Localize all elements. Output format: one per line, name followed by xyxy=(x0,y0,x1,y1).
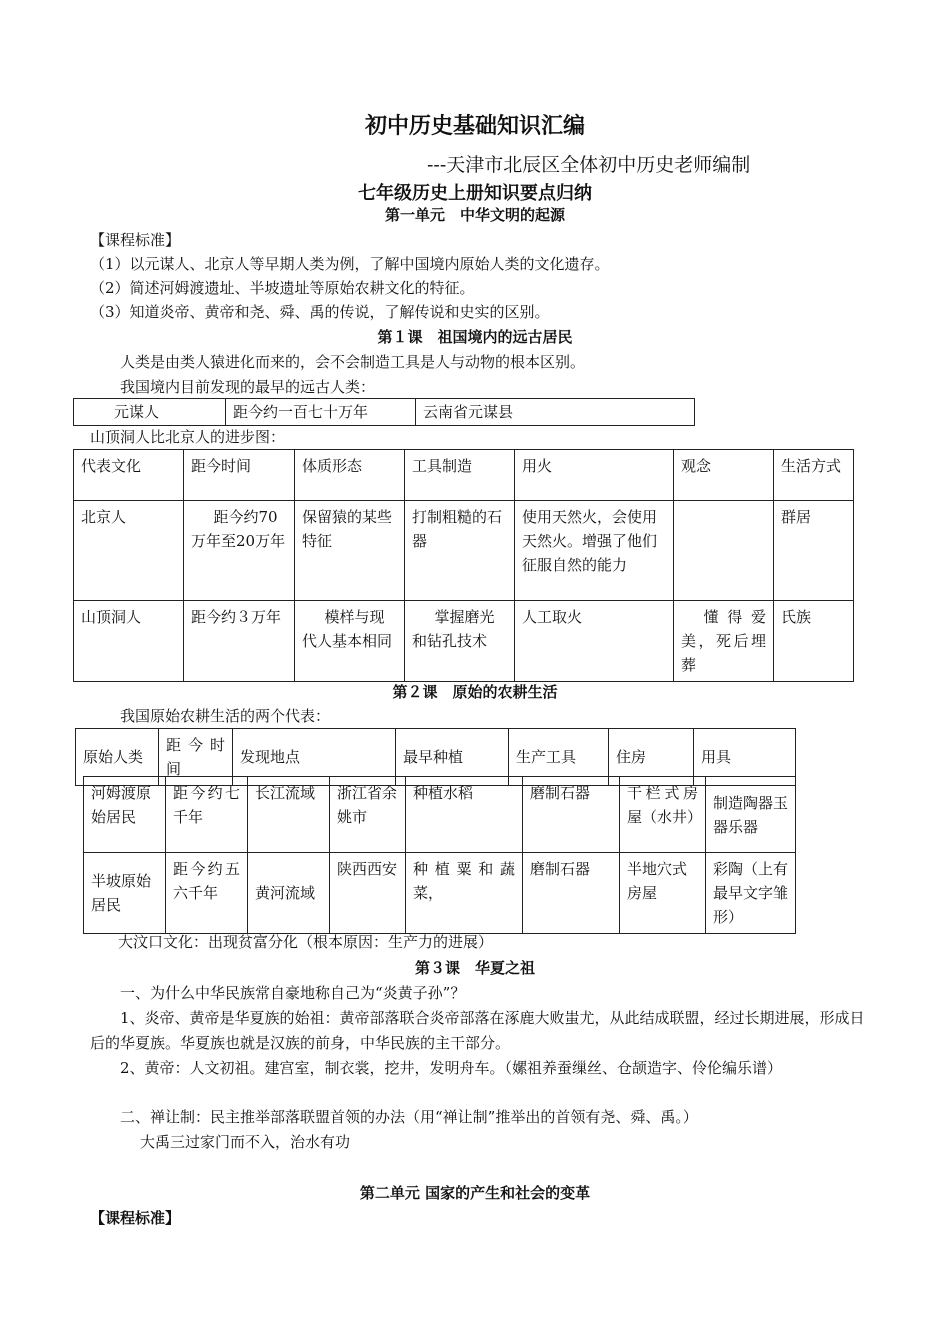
table-cell xyxy=(674,501,774,601)
table-row xyxy=(74,399,695,426)
column-header: 生活方式 xyxy=(774,450,854,501)
lesson3-paragraph-2: 2、黄帝：人文初祖。建宫室，制衣裳，挖井，发明舟车。（嫘祖养蚕缫丝、仓颉造字、伶伦编乐谱） xyxy=(120,1059,783,1077)
lesson2-intro: 我国原始农耕生活的两个代表： xyxy=(120,707,331,725)
lesson1-heading: 第１课 祖国境内的远古居民 xyxy=(377,328,573,346)
unit2-standards-label: 【课程标准】 xyxy=(90,1209,181,1227)
lesson3-paragraph-1: 1、炎帝、黄帝是华夏族的始祖：黄帝部落联合炎帝部落在涿鹿大败蚩尤，从此结成联盟，经过长期进展，形成日后的华夏族。华夏族也就是汉族的前身，中华民族的主干部分。 xyxy=(90,1009,865,1052)
table-cell: 陕西西安 xyxy=(330,853,406,934)
column-header: 代表文化 xyxy=(74,450,184,501)
column-header: 住房 xyxy=(609,729,694,786)
table-cell: 浙江省余姚市 xyxy=(330,777,406,853)
column-header: 发现地点 xyxy=(233,729,396,786)
table-cell: 人工取火 xyxy=(515,601,674,682)
table-cell: 半坡原始居民 xyxy=(84,853,166,934)
table-cell: 掌握磨光和钻孔技术 xyxy=(405,601,515,682)
lesson3-question-2: 二、禅让制：民主推举部落联盟首领的办法（用“禅让制”推举出的首领有尧、舜、禹。） xyxy=(120,1108,698,1126)
lesson1-para2: 我国境内目前发现的最早的远古人类： xyxy=(120,378,376,396)
unit1-standard-1: （1）以元谋人、北京人等早期人类为例，了解中国境内原始人类的文化遗存。 xyxy=(90,255,610,273)
table-cell: 云南省元谋县 xyxy=(416,399,695,426)
unit1-standard-2: （2）简述河姆渡遗址、半坡遗址等原始农耕文化的特征。 xyxy=(90,279,475,297)
column-header: 体质形态 xyxy=(295,450,405,501)
column-header: 用火 xyxy=(515,450,674,501)
document-title: 初中历史基础知识汇编 xyxy=(364,113,585,139)
table-cell: 长江流域 xyxy=(248,777,330,853)
table-cell: 磨制石器 xyxy=(523,777,620,853)
table-cell: 使用天然火，会使用天然火。增强了他们征服自然的能力 xyxy=(515,501,674,601)
table-cell: 打制粗糙的石器 xyxy=(405,501,515,601)
table-cell: 山顶洞人 xyxy=(74,601,184,682)
document-subtitle: 七年级历史上册知识要点归纳 xyxy=(358,183,592,204)
column-header: 最早种植 xyxy=(396,729,509,786)
table-cell: 制造陶器玉器乐器 xyxy=(706,777,796,853)
table-cell: 距今约五六千年 xyxy=(166,853,248,934)
table-cell: 距今约七千年 xyxy=(166,777,248,853)
table-cell: 模样与现代人基本相同 xyxy=(295,601,405,682)
unit2-heading: 第二单元 国家的产生和社会的变革 xyxy=(359,1184,591,1202)
document-author: ---天津市北辰区全体初中历史老师编制 xyxy=(427,154,751,176)
column-header: 距今时间 xyxy=(184,450,295,501)
lesson2-heading: 第２课 原始的农耕生活 xyxy=(392,683,558,701)
table-row xyxy=(74,501,854,601)
table-cell: 氏族 xyxy=(774,601,854,682)
table-cell: 黄河流域 xyxy=(248,853,330,934)
table-cell: 种植粟和蔬菜， xyxy=(406,853,523,934)
dawenkou-note: 大汶口文化：出现贫富分化（根本原因：生产力的进展） xyxy=(118,933,494,951)
table-row xyxy=(74,601,854,682)
table-cell: 距今约３万年 xyxy=(184,601,295,682)
table-cell: 距今约一百七十万年 xyxy=(226,399,416,426)
table-cell: 彩陶（上有最早文字雏形） xyxy=(706,853,796,934)
column-header: 观念 xyxy=(674,450,774,501)
table-cell: 半地穴式房屋 xyxy=(620,853,706,934)
farming-table xyxy=(83,776,796,934)
table-cell: 磨制石器 xyxy=(523,853,620,934)
table-cell: 懂得爱美，死后埋葬 xyxy=(674,601,774,682)
table-header-row xyxy=(74,450,854,501)
table-cell: 群居 xyxy=(774,501,854,601)
table-cell: 距今约70万年至20万年 xyxy=(184,501,295,601)
table-cell: 种植水稻 xyxy=(406,777,523,853)
unit1-heading: 第一单元 中华文明的起源 xyxy=(384,206,565,224)
column-header: 距今时间 xyxy=(159,729,233,786)
compare-table xyxy=(73,449,854,682)
lesson3-heading: 第３课 华夏之祖 xyxy=(414,959,535,977)
lesson1-para1: 人类是由类人猿进化而来的，会不会制造工具是人与动物的根本区别。 xyxy=(120,353,586,371)
unit1-standard-3: （3）知道炎帝、黄帝和尧、舜、禹的传说，了解传说和史实的区别。 xyxy=(90,303,550,321)
column-header: 工具制造 xyxy=(405,450,515,501)
column-header: 原始人类 xyxy=(76,729,159,786)
table-cell: 河姆渡原始居民 xyxy=(84,777,166,853)
compare-intro: 山顶洞人比北京人的进步图： xyxy=(90,428,286,446)
table-row xyxy=(84,853,796,934)
yuanmou-table xyxy=(73,398,695,426)
table-cell: 保留猿的某些特征 xyxy=(295,501,405,601)
column-header: 用具 xyxy=(694,729,796,786)
lesson3-yu-note: 大禹三过家门而不入，治水有功 xyxy=(140,1133,351,1151)
lesson3-question-1: 一、为什么中华民族常自豪地称自己为“炎黄子孙”？ xyxy=(120,984,466,1002)
unit1-standards-label: 【课程标准】 xyxy=(90,231,181,249)
table-cell: 元谋人 xyxy=(74,399,226,426)
table-cell: 北京人 xyxy=(74,501,184,601)
table-cell: 干栏式房屋（水井） xyxy=(620,777,706,853)
column-header: 生产工具 xyxy=(509,729,609,786)
table-row xyxy=(84,777,796,853)
